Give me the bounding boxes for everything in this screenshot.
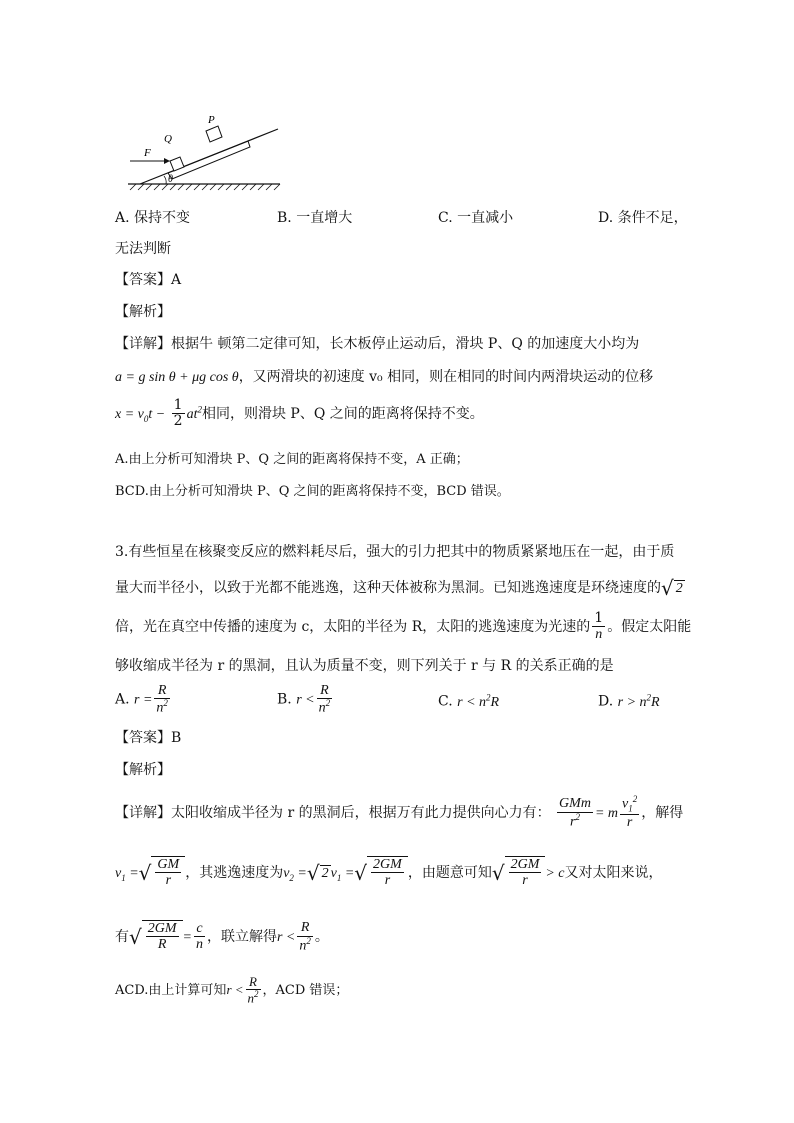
q2-option-d-cont: 无法判断	[115, 241, 171, 257]
q2-analysis-head: 【解析】	[115, 304, 171, 320]
q2-option-a: A. 保持不变	[115, 210, 191, 226]
q3-stem-l2: 量大而半径小，以致于光都不能逃逸，这种天体被称为黑洞。已知逃逸速度是环绕速度的√ 2	[115, 576, 683, 600]
q3-detail-l1: 【详解】太阳收缩成半径为 r 的黑洞后，根据万有此力提供向心力有： $\frac{\text{GMm}}{r^2}$ = m $\frac{v_1^2}{r}$ ，解得	[115, 794, 684, 831]
q3-option-d: D. $r > n^2R$	[598, 692, 660, 710]
label-p: P	[208, 114, 215, 126]
ground-hatch	[130, 184, 280, 190]
q2-detail-l3: $x = v_0t$ − $\frac{1}{2}$ $at^2$相同，则滑块 P、Q 之间的距离将保持不变。	[115, 397, 484, 430]
q2-option-c: C. 一直减小	[438, 210, 514, 226]
block-p	[206, 126, 222, 142]
q2-line-bcd: BCD.由上分析可知滑块 P、Q 之间的距离将保持不变，BCD 错误。	[115, 484, 510, 499]
q3-analysis-head: 【解析】	[115, 762, 171, 778]
q3-option-c: C. $r < n^2R$	[438, 692, 500, 710]
q3-stem-l1: 3.有些恒星在核聚变反应的燃料耗尽后，强大的引力把其中的物质紧紧地压在一起，由于质	[115, 544, 675, 560]
accel-formula: a = g sin θ + μg cos θ	[115, 370, 239, 385]
q3-option-a: A. r = $\frac{R}{n^2}$	[115, 683, 168, 717]
displacement-formula: $x = v_0t$ −	[115, 406, 166, 424]
q3-stem-l3: 倍，光在真空中传播的速度为 c，太阳的半径为 R，太阳的逃逸速度为光速的 $\frac{1}{n}$ 。假定太阳能	[115, 610, 692, 643]
q3-detail-l3: 有√ $\frac{2GM}{R}$ = $\frac{c}{n}$ ，联立解得r < $\frac{R}{n^2}$ 。	[115, 920, 329, 954]
q3-option-b: B. r < $\frac{R}{n^2}$	[277, 683, 331, 717]
label-f: F	[144, 147, 151, 159]
label-q: Q	[164, 133, 172, 145]
block-q	[170, 157, 184, 171]
force-arrowhead	[164, 158, 170, 164]
q2-option-b: B. 一直增大	[277, 210, 353, 226]
incline-figure	[120, 112, 290, 192]
q3-stem-l4: 够收缩成半径为 r 的黑洞，且认为质量不变，则下列关于 r 与 R 的关系正确的是	[115, 658, 614, 674]
label-theta: θ	[168, 174, 173, 185]
q2-line-a: A.由上分析可知滑块 P、Q 之间的距离将保持不变，A 正确；	[115, 452, 469, 467]
q3-line-acd: ACD.由上计算可知r < $\frac{R}{n^2}$ ，ACD 错误；	[115, 974, 349, 1006]
q2-detail-l1: 【详解】根据牛 顿第二定律可知，长木板停止运动后，滑块 P、Q 的加速度大小均为	[115, 336, 640, 352]
q3-detail-l2: $v_1$ =√ $\frac{GM}{r}$ ，其逃逸速度为$v_2$ =√ 2 $v_1$ =√ $\frac{2GM}{r}$ ，由题意可知√ $\frac{2GM}{r}$ > c又对太阳来说，	[115, 857, 663, 889]
half-fraction: $\frac{1}{2}$	[173, 397, 183, 430]
one-over-n: $\frac{1}{n}$	[594, 610, 604, 643]
q2-answer: 【答案】A	[115, 272, 182, 288]
q3-answer: 【答案】B	[115, 730, 182, 746]
angle-arc	[164, 176, 166, 184]
q2-detail-l2: a = g sin θ + μg cos θ，又两滑块的初速度 v₀ 相同，则在相同的时间内两滑块运动的位移	[115, 369, 654, 385]
q2-option-d: D. 条件不足，	[598, 210, 688, 226]
